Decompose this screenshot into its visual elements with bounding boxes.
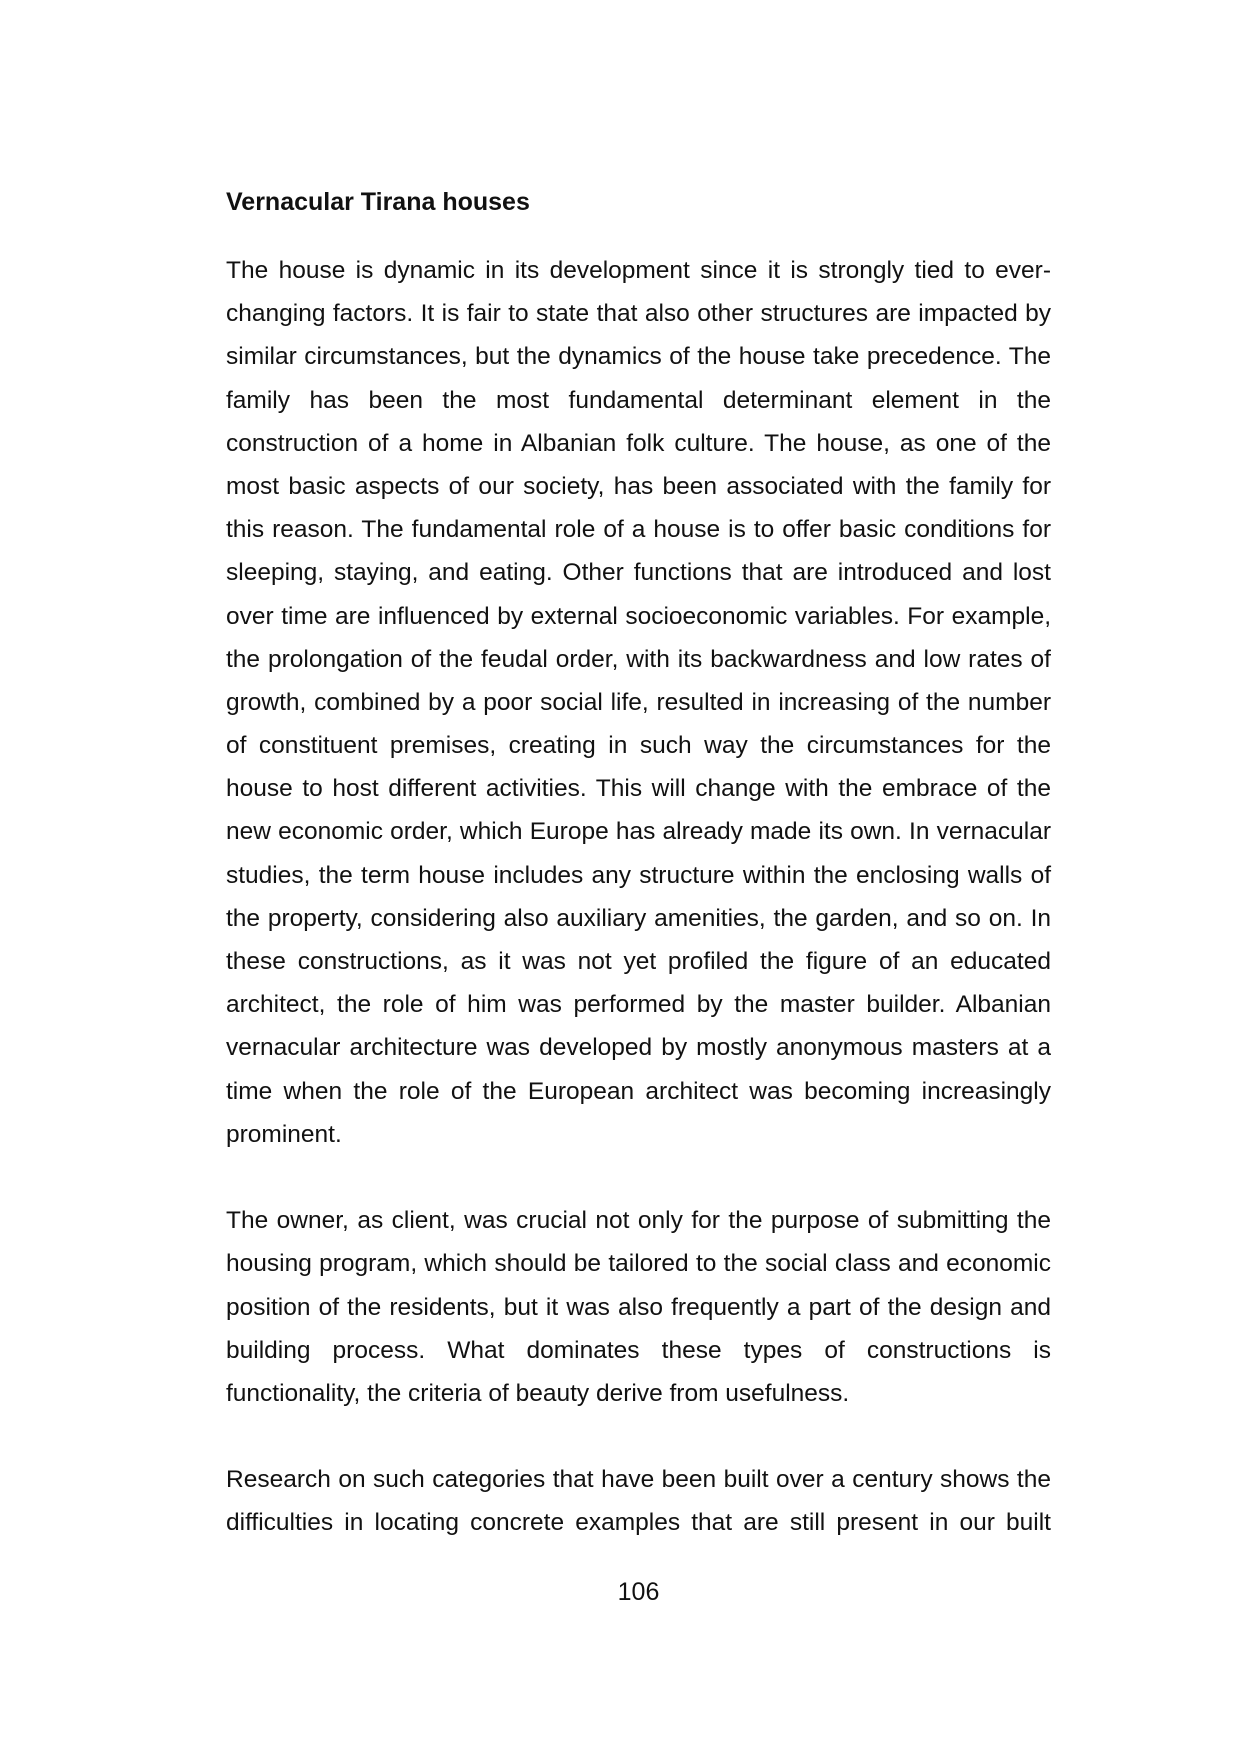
text-line: architect, the role of him was performed by the master builder. Albanian [226,991,1051,1019]
text-line: this reason. The fundamental role of a house is to offer basic conditions for [226,516,1051,544]
page-number: 106 [617,1578,660,1606]
text-line: house to host different activities. This will change with the embrace of the [226,775,1051,803]
text-line: construction of a home in Albanian folk culture. The house, as one of the [226,429,1051,457]
text-line: time when the role of the European architect was becoming increasingly [226,1077,1051,1105]
text-line: difficulties in locating concrete examples that are still present in our built [226,1509,1051,1537]
paragraph [226,249,1051,1156]
text-line: vernacular architecture was developed by mostly anonymous masters at a [226,1034,1051,1062]
text-line: The house is dynamic in its development since it is strongly tied to ever- [226,257,1051,284]
text-line: family has been the most fundamental determinant element in the [226,386,1051,414]
text-line: prominent. [226,1120,342,1148]
text-line: similar circumstances, but the dynamics of the house take precedence. The [226,343,1051,371]
text-line: most basic aspects of our society, has been associated with the family for [226,472,1051,500]
text-line: housing program, which should be tailored to the social class and economic [226,1250,1051,1278]
text-line: functionality, the criteria of beauty derive from usefulness. [226,1379,850,1407]
paragraph [226,1199,1051,1415]
text-line: The owner, as client, was crucial not only for the purpose of submitting the [226,1207,1051,1235]
text-line: changing factors. It is fair to state that also other structures are impacted by [226,300,1051,328]
text-line: these constructions, as it was not yet profiled the figure of an educated [226,948,1051,975]
text-line: Research on such categories that have been built over a century shows the [226,1466,1051,1494]
section-heading: Vernacular Tirana houses [226,188,530,216]
body-text [226,249,1051,1588]
paragraph [226,1458,1051,1544]
text-line: growth, combined by a poor social life, resulted in increasing of the number [226,688,1051,716]
text-line: position of the residents, but it was also frequently a part of the design and [226,1293,1051,1321]
text-line: new economic order, which Europe has already made its own. In vernacular [226,818,1051,846]
text-line: the prolongation of the feudal order, with its backwardness and low rates of [226,645,1051,673]
text-line: studies, the term house includes any structure within the enclosing walls of [226,861,1051,889]
text-line: of constituent premises, creating in such way the circumstances for the [226,732,1051,760]
text-line: sleeping, staying, and eating. Other functions that are introduced and lost [226,559,1051,587]
text-line: building process. What dominates these types of constructions is [226,1336,1051,1364]
text-line: the property, considering also auxiliary amenities, the garden, and so on. In [226,904,1051,932]
text-line: over time are influenced by external socioeconomic variables. For example, [226,602,1051,630]
